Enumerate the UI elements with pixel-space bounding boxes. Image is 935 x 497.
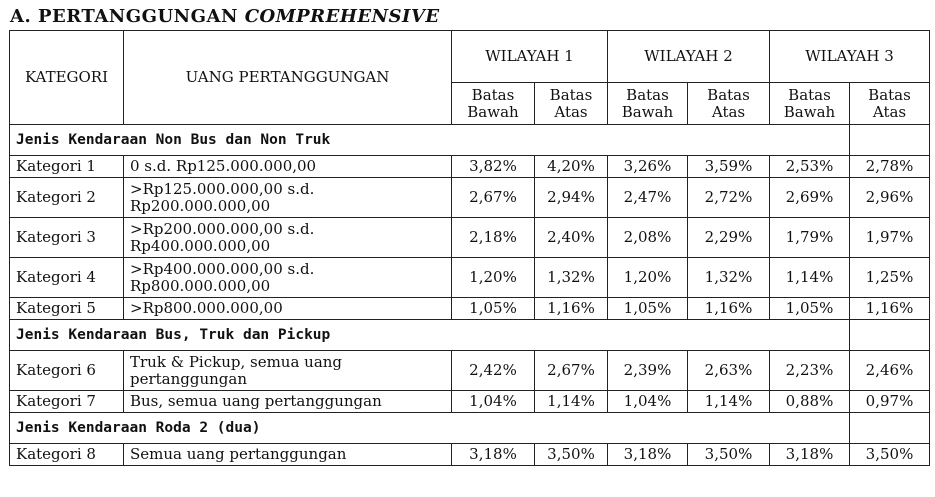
kategori-cell: Kategori 4 xyxy=(10,258,124,298)
rate-cell: 1,16% xyxy=(535,298,608,320)
header-wilayah-3: WILAYAH 3 xyxy=(770,31,930,83)
subheader-line-2: Atas xyxy=(872,102,907,121)
rate-cell: 1,04% xyxy=(452,391,535,413)
subheader-batas-bawah-wilayah-3 xyxy=(770,83,850,125)
rate-cell: 3,59% xyxy=(688,156,770,178)
rate-cell: 2,96% xyxy=(850,178,930,218)
subheader-line-1: Batas xyxy=(626,85,669,104)
header-uang-pertanggungan: UANG PERTANGGUNGAN xyxy=(124,31,452,125)
rate-cell: 1,97% xyxy=(850,218,930,258)
section-title: Jenis Kendaraan Roda 2 (dua) xyxy=(10,413,850,444)
rate-cell: 2,46% xyxy=(850,351,930,391)
rate-cell: 3,18% xyxy=(770,444,850,466)
uang-line: >Rp125.000.000,00 s.d. xyxy=(130,179,315,198)
kategori-cell: Kategori 3 xyxy=(10,218,124,258)
subheader-line-2: Bawah xyxy=(467,102,519,121)
rate-cell: 2,67% xyxy=(452,178,535,218)
section-title: Jenis Kendaraan Non Bus dan Non Truk xyxy=(10,125,850,156)
rate-cell: 2,47% xyxy=(608,178,688,218)
subheader-batas-bawah-wilayah-1 xyxy=(452,83,535,125)
uang-pertanggungan-cell xyxy=(124,218,452,258)
uang-line: >Rp400.000.000,00 s.d. xyxy=(130,259,315,278)
rate-cell: 1,14% xyxy=(688,391,770,413)
rate-cell: 2,40% xyxy=(535,218,608,258)
section-row xyxy=(10,413,930,444)
rate-cell: 2,72% xyxy=(688,178,770,218)
rate-cell: 2,63% xyxy=(688,351,770,391)
rate-cell: 2,39% xyxy=(608,351,688,391)
title-prefix: A. xyxy=(10,6,32,27)
subheader-line-2: Atas xyxy=(554,102,588,121)
table-row xyxy=(10,298,930,320)
uang-pertanggungan-cell xyxy=(124,178,452,218)
rate-cell: 3,50% xyxy=(688,444,770,466)
kategori-cell: Kategori 6 xyxy=(10,351,124,391)
uang-pertanggungan-cell xyxy=(124,351,452,391)
subheader-batas-bawah-wilayah-2 xyxy=(608,83,688,125)
document-title xyxy=(10,6,440,27)
rate-cell: 1,05% xyxy=(770,298,850,320)
title-italic: COMPREHENSIVE xyxy=(244,6,440,27)
uang-line: >Rp800.000.000,00 xyxy=(130,299,283,317)
subheader-line-2: Bawah xyxy=(621,102,674,121)
section-row xyxy=(10,125,930,156)
rate-cell: 2,53% xyxy=(770,156,850,178)
table-row xyxy=(10,258,930,298)
uang-line: 0 s.d. Rp125.000.000,00 xyxy=(130,157,317,175)
table-row xyxy=(10,391,930,413)
title-main: PERTANGGUNGAN xyxy=(38,6,238,27)
rate-cell: 1,32% xyxy=(535,258,608,298)
section-title: Jenis Kendaraan Bus, Truk dan Pickup xyxy=(10,320,850,351)
table-row xyxy=(10,178,930,218)
rate-cell: 1,05% xyxy=(452,298,535,320)
rate-cell: 0,88% xyxy=(770,391,850,413)
header-wilayah-2: WILAYAH 2 xyxy=(608,31,770,83)
rate-cell: 1,16% xyxy=(850,298,930,320)
uang-pertanggungan-cell xyxy=(124,391,452,413)
kategori-cell: Kategori 8 xyxy=(10,444,124,466)
rate-cell: 2,78% xyxy=(850,156,930,178)
premium-rate-table xyxy=(9,30,930,466)
subheader-batas-atas-wilayah-1 xyxy=(535,83,608,125)
rate-cell: 1,79% xyxy=(770,218,850,258)
subheader-line-1: Batas xyxy=(707,85,750,104)
subheader-batas-atas-wilayah-2 xyxy=(688,83,770,125)
rate-cell: 1,25% xyxy=(850,258,930,298)
rate-cell: 3,18% xyxy=(608,444,688,466)
rate-cell: 1,20% xyxy=(452,258,535,298)
rate-cell: 2,08% xyxy=(608,218,688,258)
uang-pertanggungan-cell xyxy=(124,156,452,178)
rate-cell: 3,18% xyxy=(452,444,535,466)
uang-line: Bus, semua uang pertanggungan xyxy=(130,392,382,410)
rate-cell: 1,05% xyxy=(608,298,688,320)
rate-cell: 2,29% xyxy=(688,218,770,258)
subheader-line-1: Batas xyxy=(471,85,515,104)
table-row xyxy=(10,218,930,258)
table-row xyxy=(10,156,930,178)
table-row xyxy=(10,444,930,466)
rate-cell: 1,32% xyxy=(688,258,770,298)
subheader-line-1: Batas xyxy=(549,85,593,104)
kategori-cell: Kategori 2 xyxy=(10,178,124,218)
rate-cell: 2,67% xyxy=(535,351,608,391)
kategori-cell: Kategori 5 xyxy=(10,298,124,320)
section-empty-cell xyxy=(850,125,930,156)
rate-cell: 1,14% xyxy=(535,391,608,413)
rate-cell: 1,14% xyxy=(770,258,850,298)
uang-pertanggungan-cell xyxy=(124,258,452,298)
rate-cell: 3,82% xyxy=(452,156,535,178)
rate-cell: 1,16% xyxy=(688,298,770,320)
table-row xyxy=(10,351,930,391)
kategori-cell: Kategori 7 xyxy=(10,391,124,413)
header-wilayah-1: WILAYAH 1 xyxy=(452,31,608,83)
rate-cell: 3,50% xyxy=(850,444,930,466)
subheader-line-1: Batas xyxy=(868,85,911,104)
rate-cell: 3,50% xyxy=(535,444,608,466)
uang-line: Rp400.000.000,00 xyxy=(130,236,271,255)
rate-cell: 2,94% xyxy=(535,178,608,218)
uang-line: pertanggungan xyxy=(130,369,248,388)
rate-cell: 1,04% xyxy=(608,391,688,413)
section-empty-cell xyxy=(850,413,930,444)
uang-pertanggungan-cell xyxy=(124,444,452,466)
uang-pertanggungan-cell xyxy=(124,298,452,320)
rate-cell: 4,20% xyxy=(535,156,608,178)
kategori-cell: Kategori 1 xyxy=(10,156,124,178)
uang-line: >Rp200.000.000,00 s.d. xyxy=(130,219,315,238)
rate-cell: 3,26% xyxy=(608,156,688,178)
header-kategori: KATEGORI xyxy=(10,31,124,125)
rate-cell: 2,42% xyxy=(452,351,535,391)
rate-cell: 2,23% xyxy=(770,351,850,391)
section-empty-cell xyxy=(850,320,930,351)
uang-line: Rp800.000.000,00 xyxy=(130,276,271,295)
rate-cell: 1,20% xyxy=(608,258,688,298)
uang-line: Rp200.000.000,00 xyxy=(130,196,271,215)
uang-line: Truk & Pickup, semua uang xyxy=(130,352,343,371)
subheader-line-2: Bawah xyxy=(783,102,836,121)
subheader-line-1: Batas xyxy=(788,85,831,104)
uang-line: Semua uang pertanggungan xyxy=(130,445,347,463)
rate-cell: 0,97% xyxy=(850,391,930,413)
section-row xyxy=(10,320,930,351)
subheader-line-2: Atas xyxy=(711,102,746,121)
rate-cell: 2,18% xyxy=(452,218,535,258)
rate-cell: 2,69% xyxy=(770,178,850,218)
subheader-batas-atas-wilayah-3 xyxy=(850,83,930,125)
